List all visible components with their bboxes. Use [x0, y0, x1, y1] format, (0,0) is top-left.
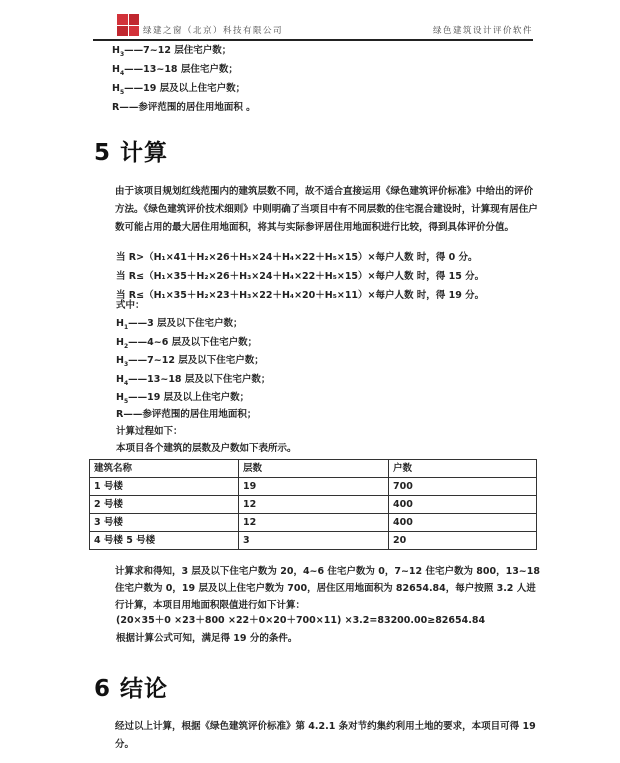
- table-header-row: [90, 460, 537, 478]
- table-row: 4 号楼 5 号楼 3 20: [90, 532, 537, 550]
- where-label: 式中：: [116, 300, 145, 311]
- header-cell: 层数: [239, 460, 389, 478]
- formula-line: (20×35＋0 ×23＋800 ×22＋0×20＋700×11) ×3.2=83200.00≥82654.84: [116, 615, 486, 626]
- condition-line: 当 R≤（H₁×35＋H₂×23＋H₃×22＋H₄×20＋H₅×11）×每户人数 时，得 19 分。: [116, 290, 485, 301]
- table-row: 3 号楼 12 400: [90, 514, 537, 532]
- intro-paragraph: 由于该项目规划红线范围内的建筑层数不同，故不适合直接运用《绿色建筑评价标准》中给出的评价方法。《绿色建筑评价技术细则》中则明确了当项目中有不同层数的住宅混合建设时，计算现有居住户数可能占用的最大居住用地面积，将其与实际参评居住用地面积进行比较，得到具体评价分值。: [115, 186, 538, 233]
- definition-item: $H_5——19$ 层及以上住宅户数；: [116, 392, 250, 405]
- definition-item: $H_3——7\sim 12$ 层及以下住宅户数；: [116, 355, 264, 368]
- list-item: R——参评范围的居住用地面积 。: [112, 102, 256, 113]
- list-item: $H_5——19$ 层及以上住宅户数；: [112, 83, 246, 96]
- table-row: 1 号楼 19 700: [90, 478, 537, 496]
- process-label: 计算过程如下：: [116, 426, 183, 437]
- list-item: $H_3——7\sim 12$ 层住宅户数；: [112, 45, 232, 58]
- section-heading-5: 5 计算: [94, 140, 169, 166]
- definition-item: $H_2——4\sim 6$ 层及以下住宅户数；: [116, 337, 258, 350]
- result-line: 根据计算公式可知，满足得 19 分的条件。: [116, 633, 298, 644]
- document-type: 绿色建筑设计评价软件: [432, 26, 533, 36]
- header-cell: 户数: [389, 460, 537, 478]
- building-table: [89, 459, 537, 550]
- table-row: 2 号楼 12 400: [90, 496, 537, 514]
- condition-line: 当 R≤（H₁×35＋H₂×26＋H₃×24＋H₄×22＋H₅×15）×每户人数 时，得 15 分。: [116, 271, 485, 282]
- company-logo-icon: [117, 14, 139, 36]
- definition-item: $H_1——3$ 层及以下住宅户数；: [116, 318, 243, 331]
- table-intro: 本项目各个建筑的层数及户数如下表所示。: [116, 443, 297, 454]
- company-name: 绿建之窗（北京）科技有限公司: [143, 26, 284, 36]
- list-item: $H_4——13\sim 18$ 层住宅户数；: [112, 64, 238, 77]
- page-header: [93, 12, 533, 41]
- section-heading-6: 6 结论: [94, 676, 169, 702]
- condition-line: 当 R>（H₁×41＋H₂×26＋H₃×24＋H₄×22＋H₅×15）×每户人数 时，得 0 分。: [116, 252, 478, 263]
- conclusion-paragraph: 经过以上计算，根据《绿色建筑评价标准》第 4.2.1 条对节约集约利用土地的要求，本项目可得 19 分。: [115, 721, 536, 750]
- summary-paragraph: 计算求和得知，3 层及以下住宅户数为 20，4~6 住宅户数为 0，7~12 住宅户数为 800，13~18 住宅户数为 0，19 层及以上住宅户数为 700，居住区用地面积为 82654.84，每户按照 3.2 人进行计算，本项目用地面积限值进行如下计算：: [115, 566, 540, 611]
- definition-item: $H_4——13\sim 18$ 层及以下住宅户数；: [116, 374, 271, 387]
- definition-item: R——参评范围的居住用地面积；: [116, 409, 257, 420]
- header-cell: 建筑名称: [90, 460, 239, 478]
